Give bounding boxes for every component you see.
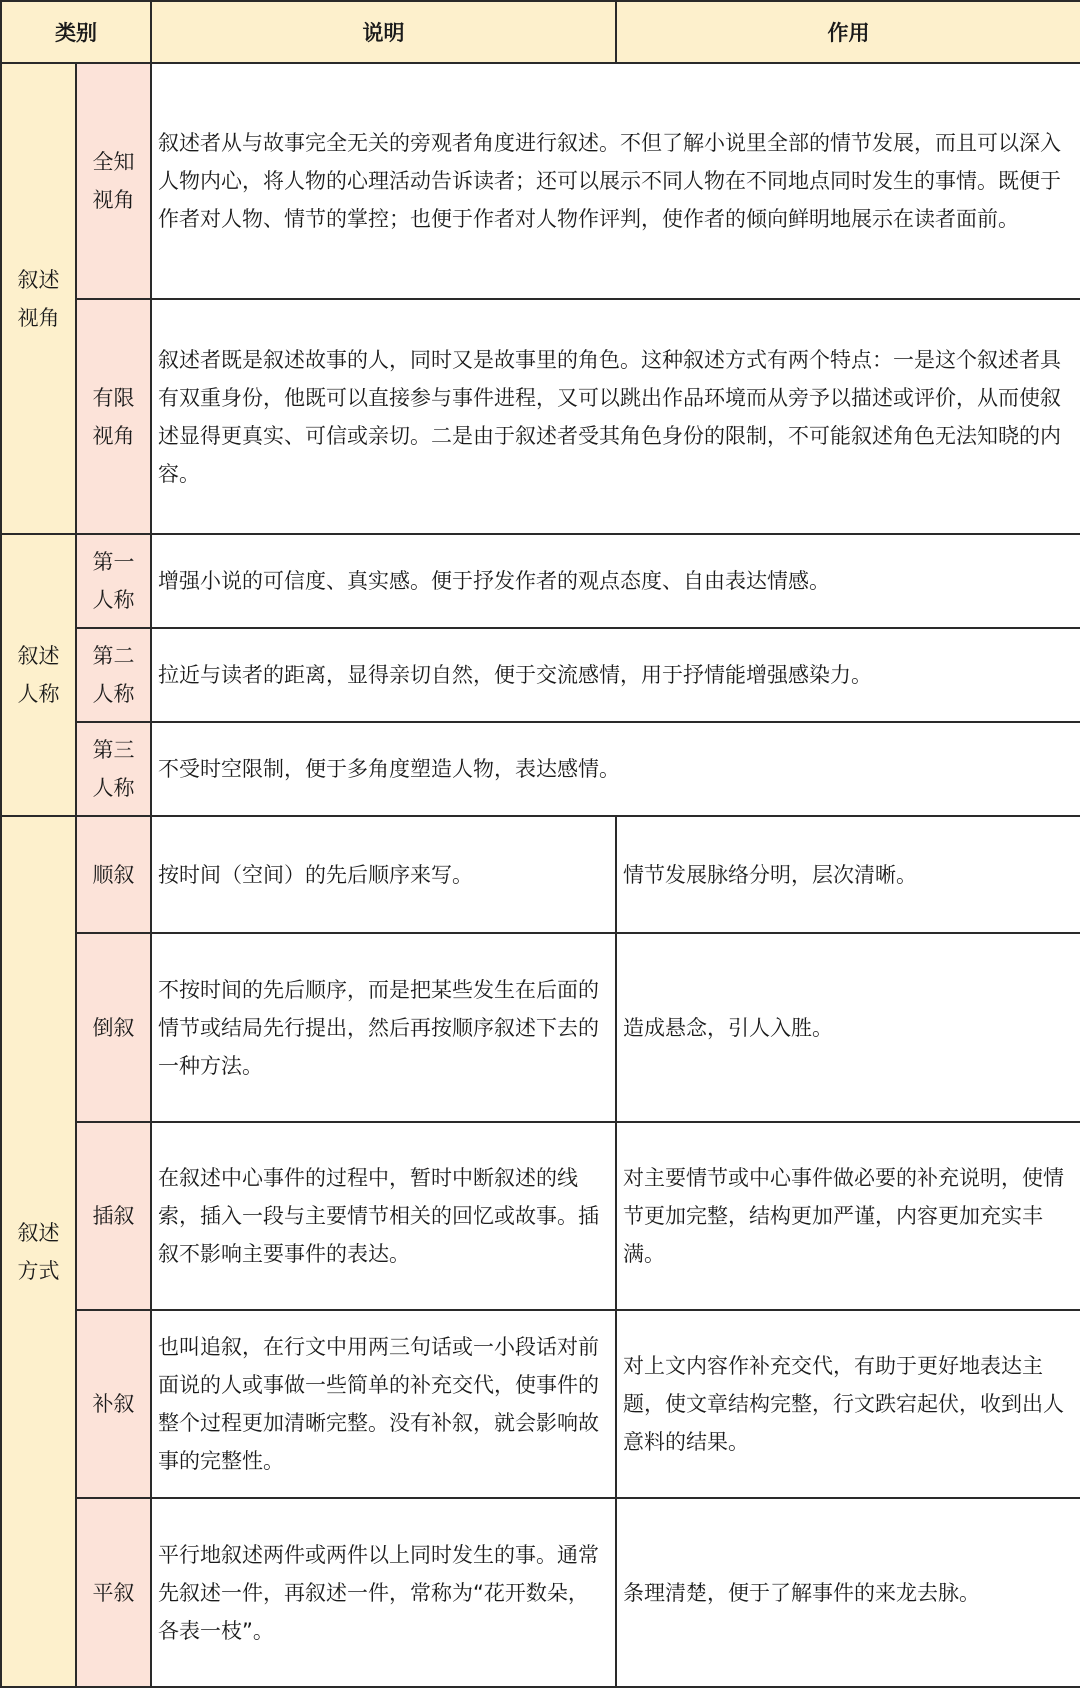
- description-first-person: 增强小说的可信度、真实感。便于抒发作者的观点态度、自由表达情感。: [151, 534, 1080, 628]
- subcategory-parallel: 平叙: [76, 1498, 151, 1687]
- category-person: 叙述人称: [1, 534, 76, 816]
- description-chronological: 按时间（空间）的先后顺序来写。: [151, 816, 616, 933]
- subcategory-limited: 有限视角: [76, 299, 151, 534]
- description-interpolation: 在叙述中心事件的过程中，暂时中断叙述的线索，插入一段与主要情节相关的回忆或故事。插叙不影响主要事件的表达。: [151, 1122, 616, 1310]
- table-row: [1, 722, 1080, 816]
- subcategory-second-person: 第二人称: [76, 628, 151, 722]
- function-chronological: 情节发展脉络分明，层次清晰。: [616, 816, 1080, 933]
- description-third-person: 不受时空限制，便于多角度塑造人物，表达感情。: [151, 722, 1080, 816]
- description-parallel: 平行地叙述两件或两件以上同时发生的事。通常先叙述一件，再叙述一件，常称为“花开数朵，各表一枝”。: [151, 1498, 616, 1687]
- subcategory-chronological: 顺叙: [76, 816, 151, 933]
- header-function: 作用: [616, 1, 1080, 63]
- function-flashback: 造成悬念，引人入胜。: [616, 933, 1080, 1122]
- subcategory-flashback: 倒叙: [76, 933, 151, 1122]
- description-second-person: 拉近与读者的距离，显得亲切自然，便于交流感情，用于抒情能增强感染力。: [151, 628, 1080, 722]
- table-row: [1, 933, 1080, 1122]
- description-supplementary: 也叫追叙，在行文中用两三句话或一小段话对前面说的人或事做一些简单的补充交代，使事件的整个过程更加清晰完整。没有补叙，就会影响故事的完整性。: [151, 1310, 616, 1498]
- function-supplementary: 对上文内容作补充交代，有助于更好地表达主题，使文章结构完整，行文跌宕起伏，收到出人意料的结果。: [616, 1310, 1080, 1498]
- header-description: 说明: [151, 1, 616, 63]
- function-interpolation: 对主要情节或中心事件做必要的补充说明，使情节更加完整，结构更加严谨，内容更加充实丰满。: [616, 1122, 1080, 1310]
- description-omniscient: 叙述者从与故事完全无关的旁观者角度进行叙述。不但了解小说里全部的情节发展，而且可以深入人物内心，将人物的心理活动告诉读者；还可以展示不同人物在不同地点同时发生的事情。既便于作者对人物、情节的掌控；也便于作者对人物作评判，使作者的倾向鲜明地展示在读者面前。: [151, 63, 1080, 299]
- description-limited: 叙述者既是叙述故事的人，同时又是故事里的角色。这种叙述方式有两个特点：一是这个叙述者具有双重身份，他既可以直接参与事件进程，又可以跳出作品环境而从旁予以描述或评价，从而使叙述显得更真实、可信或亲切。二是由于叙述者受其角色身份的限制，不可能叙述角色无法知晓的内容。: [151, 299, 1080, 534]
- table-row: [1, 299, 1080, 534]
- table-row: [1, 628, 1080, 722]
- header-row: [1, 1, 1080, 63]
- table-row: [1, 1310, 1080, 1498]
- category-perspective: 叙述视角: [1, 63, 76, 534]
- table-row: [1, 534, 1080, 628]
- table-row: [1, 1498, 1080, 1687]
- table-row: [1, 63, 1080, 299]
- subcategory-omniscient: 全知视角: [76, 63, 151, 299]
- table-row: [1, 1122, 1080, 1310]
- header-category: 类别: [1, 1, 151, 63]
- table-row: [1, 816, 1080, 933]
- subcategory-third-person: 第三人称: [76, 722, 151, 816]
- category-method: 叙述方式: [1, 816, 76, 1687]
- subcategory-first-person: 第一人称: [76, 534, 151, 628]
- description-flashback: 不按时间的先后顺序，而是把某些发生在后面的情节或结局先行提出，然后再按顺序叙述下去的一种方法。: [151, 933, 616, 1122]
- subcategory-supplementary: 补叙: [76, 1310, 151, 1498]
- function-parallel: 条理清楚，便于了解事件的来龙去脉。: [616, 1498, 1080, 1687]
- subcategory-interpolation: 插叙: [76, 1122, 151, 1310]
